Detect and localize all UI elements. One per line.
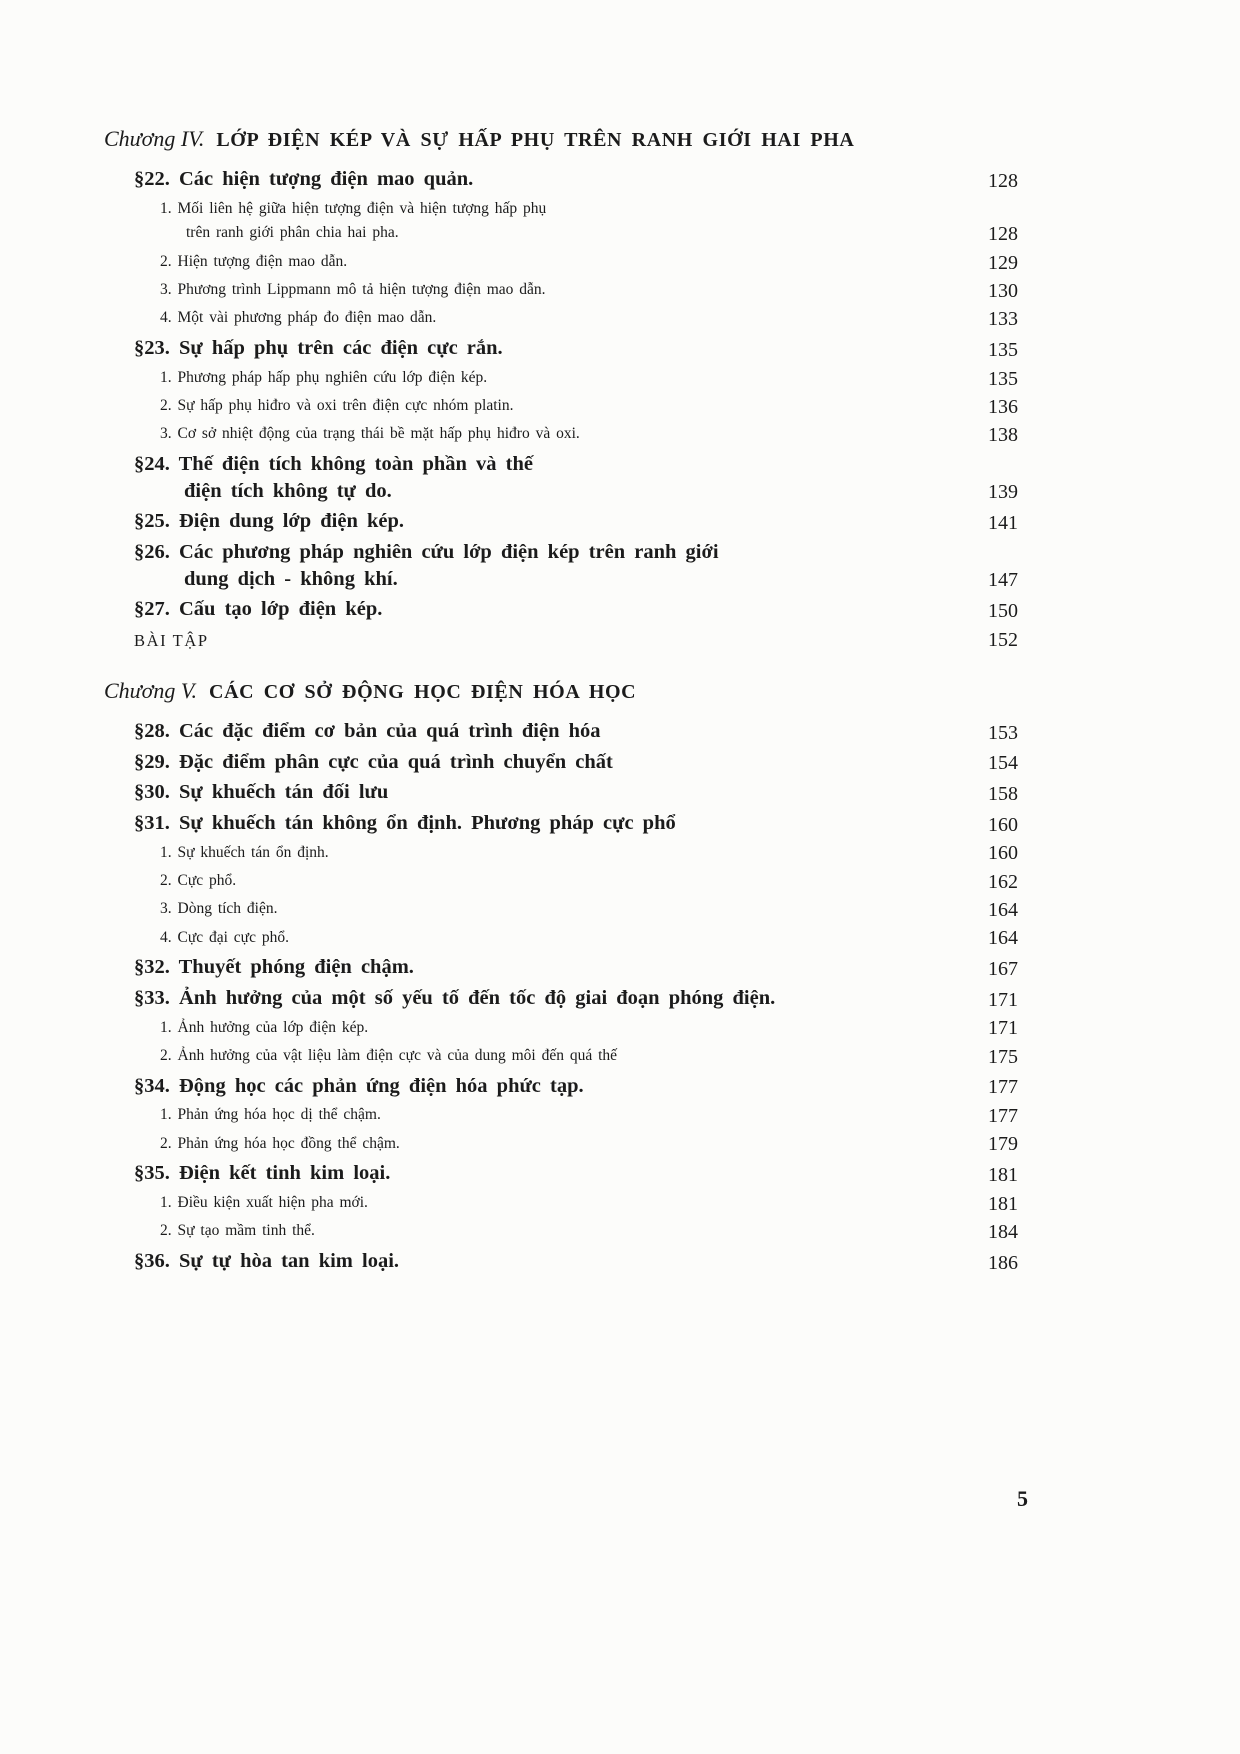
toc-entry-page-number: 128 (988, 223, 1018, 246)
toc-entry-section (134, 508, 1018, 535)
toc-entry-page-number: 130 (988, 279, 1018, 302)
toc-entry-page-number: 181 (988, 1192, 1018, 1215)
toc-entry-line: §26. Các phương pháp nghiên cứu lớp điện kép trên ranh giới (134, 541, 719, 564)
toc-entry-text (160, 1103, 381, 1128)
toc-entry-text (160, 278, 546, 303)
toc-entry-page-number: 171 (988, 988, 1018, 1011)
toc-entry-sub (160, 197, 1018, 247)
toc-entry-line: §22. Các hiện tượng điện mao quản. (134, 168, 474, 190)
toc-entry-sub (160, 278, 1018, 303)
toc-entry-page-number: 153 (988, 721, 1018, 744)
toc-entry-line: trên ranh giới phân chia hai pha. (186, 224, 399, 242)
chapter-title: CÁC CƠ SỞ ĐỘNG HỌC ĐIỆN HÓA HỌC (209, 681, 637, 704)
toc-entry-line: 2. Phản ứng hóa học đồng thể chậm. (160, 1134, 400, 1152)
toc-entry-line: §32. Thuyết phóng điện chậm. (134, 956, 414, 979)
toc-entry-section (134, 749, 1018, 776)
toc-entry-line: §36. Sự tự hòa tan kim loại. (134, 1250, 400, 1273)
toc-entry-section (134, 810, 1018, 837)
toc-entry-line: 1. Phản ứng hóa học dị thể chậm. (160, 1106, 381, 1124)
toc-entry-line: §28. Các đặc điểm cơ bản của quá trình điện hóa (134, 720, 601, 743)
toc-entry-page-number: 175 (988, 1045, 1018, 1068)
toc-entry-line: 2. Ảnh hưởng của vật liệu làm điện cực và của dung môi đến quá thế (160, 1046, 618, 1064)
toc-entry-line: §34. Động học các phản ứng điện hóa phức tạp. (134, 1074, 584, 1097)
toc-entry-sub (160, 394, 1018, 419)
toc-entry-page-number: 135 (988, 338, 1018, 361)
toc-entry-line: điện tích không tự do. (184, 479, 392, 502)
toc-entry-sub (160, 366, 1018, 391)
toc-entry-text (160, 197, 546, 247)
toc-entry-text (134, 718, 601, 745)
chapter-heading (104, 126, 1018, 152)
toc-entry-sub (160, 1044, 1018, 1069)
toc-entry-text (134, 1160, 390, 1187)
chapter-title: LỚP ĐIỆN KÉP VÀ SỰ HẤP PHỤ TRÊN RANH GIỚI HAI PHA (216, 129, 855, 151)
toc-entry-page-number: 171 (988, 1017, 1018, 1040)
toc-entry-text (160, 306, 436, 331)
toc-entry-page-number: 154 (988, 752, 1018, 775)
toc-entry-page-number: 164 (988, 927, 1018, 950)
toc-entry-page-number: 141 (988, 512, 1018, 535)
toc-entry-sub (160, 841, 1018, 866)
toc-entry-sub (160, 250, 1018, 275)
toc-entry-sub (160, 1132, 1018, 1157)
toc-entry-section (134, 539, 1018, 592)
toc-entry-page-number: 138 (988, 424, 1018, 447)
toc-entry-line: 4. Một vài phương pháp đo điện mao dẫn. (160, 309, 437, 327)
toc-entry-page-number: 181 (988, 1164, 1018, 1187)
toc-entry-section (134, 596, 1018, 623)
toc-entry-line: §25. Điện dung lớp điện kép. (134, 510, 405, 533)
toc-entry-text (160, 869, 236, 894)
toc-entry-text (160, 1016, 368, 1041)
toc-entry-page-number: 184 (988, 1221, 1018, 1244)
toc-entry-page-number: 177 (988, 1076, 1018, 1099)
toc-entry-page-number: 150 (988, 600, 1018, 622)
toc-entry-line: 4. Cực đại cực phổ. (160, 928, 289, 946)
toc-entry-sub (160, 926, 1018, 951)
toc-entry-text (160, 1044, 617, 1069)
toc-entry-page-number: 128 (988, 169, 1018, 192)
toc-entry-sub (160, 1103, 1018, 1128)
toc-entry-text (160, 1132, 400, 1157)
footer-page-number: 5 (1017, 1486, 1028, 1511)
toc-entry-text (134, 779, 388, 806)
toc-entry-page-number: 129 (988, 251, 1018, 274)
toc-entry-line: 1. Điều kiện xuất hiện pha mới. (160, 1194, 368, 1212)
toc-entry-line: §27. Cấu tạo lớp điện kép. (134, 598, 383, 621)
toc-entry-text (160, 926, 289, 951)
table-of-contents (104, 126, 1018, 1279)
toc-entry-text (134, 508, 404, 535)
toc-entry-line: 3. Cơ sở nhiệt động của trạng thái bề mặt hấp phụ hiđro và oxi. (160, 425, 580, 443)
toc-entry-section (134, 335, 1018, 362)
toc-entry-line: 2. Cực phổ. (160, 871, 237, 889)
toc-entry-line: 3. Dòng tích điện. (160, 900, 278, 918)
toc-entry-sub (160, 897, 1018, 922)
toc-entry-section (134, 1160, 1018, 1187)
toc-entry-text (134, 1248, 399, 1275)
toc-entry-section (134, 779, 1018, 806)
toc-entry-line: §23. Sự hấp phụ trên các điện cực rắn. (134, 337, 503, 360)
toc-entry-line: §31. Sự khuếch tán không ổn định. Phương pháp cực phổ (134, 812, 676, 835)
toc-entry-text (160, 422, 580, 447)
toc-entry-text (160, 394, 513, 419)
toc-entry-line: 2. Hiện tượng điện mao dẫn. (160, 252, 348, 270)
toc-entry-text (134, 451, 533, 504)
toc-entry-sub (160, 1219, 1018, 1244)
toc-entry-line: BÀI TẬP (134, 631, 209, 650)
toc-entry-page-number: 133 (988, 308, 1018, 331)
toc-entry-text (134, 539, 719, 592)
toc-entry-sub (160, 422, 1018, 447)
toc-entry-page-number: 160 (988, 813, 1018, 836)
toc-entry-line: 1. Phương pháp hấp phụ nghiên cứu lớp điện kép. (160, 368, 488, 386)
chapter-label: Chương V. (104, 678, 198, 704)
toc-entry-text (134, 335, 503, 362)
toc-entry-line: 2. Sự tạo mầm tinh thể. (160, 1222, 315, 1240)
toc-entry-page-number: 167 (988, 957, 1018, 980)
chapter-heading (104, 678, 1018, 704)
toc-entry-section (134, 954, 1018, 981)
toc-entry-page-number: 160 (988, 842, 1018, 865)
toc-entry-section (134, 1248, 1018, 1275)
toc-entry-section (134, 451, 1018, 504)
toc-entry-line: §24. Thế điện tích không toàn phần và thế (134, 453, 534, 476)
toc-entry-line: 1. Sự khuếch tán ổn định. (160, 843, 329, 861)
toc-entry-text (160, 841, 329, 866)
toc-entry-section (134, 718, 1018, 745)
toc-entry-page-number: 158 (988, 783, 1018, 806)
toc-entry-line: 1. Mối liên hệ giữa hiện tượng điện và hiện tượng hấp phụ (160, 199, 547, 217)
toc-entry-page-number: 136 (988, 395, 1018, 418)
toc-entry-section (134, 166, 1018, 193)
toc-entry-text (160, 897, 278, 922)
toc-entry-page-number: 147 (988, 569, 1018, 592)
toc-entry-line: 1. Ảnh hưởng của lớp điện kép. (160, 1018, 369, 1036)
toc-entry-text (134, 749, 613, 776)
toc-entry-page-number: 177 (988, 1105, 1018, 1128)
toc-entry-page-number: 135 (988, 367, 1018, 390)
toc-entry-text (134, 629, 209, 652)
toc-entry-line: §29. Đặc điểm phân cực của quá trình chuyển chất (134, 750, 613, 773)
toc-entry-line: §33. Ảnh hưởng của một số yếu tố đến tốc độ giai đoạn phóng điện. (134, 986, 776, 1009)
toc-entry-line: 3. Phương trình Lippmann mô tả hiện tượng điện mao dẫn. (160, 281, 546, 299)
toc-entry-text (134, 985, 775, 1012)
toc-entry-page-number: 139 (988, 481, 1018, 504)
toc-entry-line: §30. Sự khuếch tán đối lưu (134, 781, 389, 804)
toc-entry-page-number: 186 (988, 1251, 1018, 1274)
toc-entry-line: 2. Sự hấp phụ hiđro và oxi trên điện cực nhóm platin. (160, 397, 514, 415)
toc-entry-text (160, 366, 487, 391)
toc-entry-page-number: 162 (988, 870, 1018, 893)
toc-entry-section (134, 1073, 1018, 1100)
toc-entry-sub (160, 306, 1018, 331)
toc-entry-text (134, 1073, 584, 1100)
toc-entry-page-number: 152 (988, 629, 1018, 652)
toc-entry-text (134, 810, 676, 837)
toc-entry-section (134, 985, 1018, 1012)
toc-entry-text (160, 1191, 368, 1216)
toc-entry-text (160, 250, 347, 275)
toc-entry-text (134, 166, 473, 193)
toc-entry-text (134, 596, 382, 623)
toc-entry-line: dung dịch - không khí. (184, 567, 398, 590)
toc-entry-sub (160, 1016, 1018, 1041)
toc-entry-sub (160, 1191, 1018, 1216)
chapter-label: Chương IV. (104, 126, 205, 151)
toc-entry-sub (160, 869, 1018, 894)
toc-entry-page-number: 179 (988, 1133, 1018, 1156)
toc-entry-text (134, 954, 414, 981)
toc-entry-page-number: 164 (988, 899, 1018, 922)
toc-entry-line: §35. Điện kết tinh kim loại. (134, 1162, 391, 1185)
toc-entry-text (160, 1219, 315, 1244)
toc-entry-exercises (134, 629, 1018, 652)
